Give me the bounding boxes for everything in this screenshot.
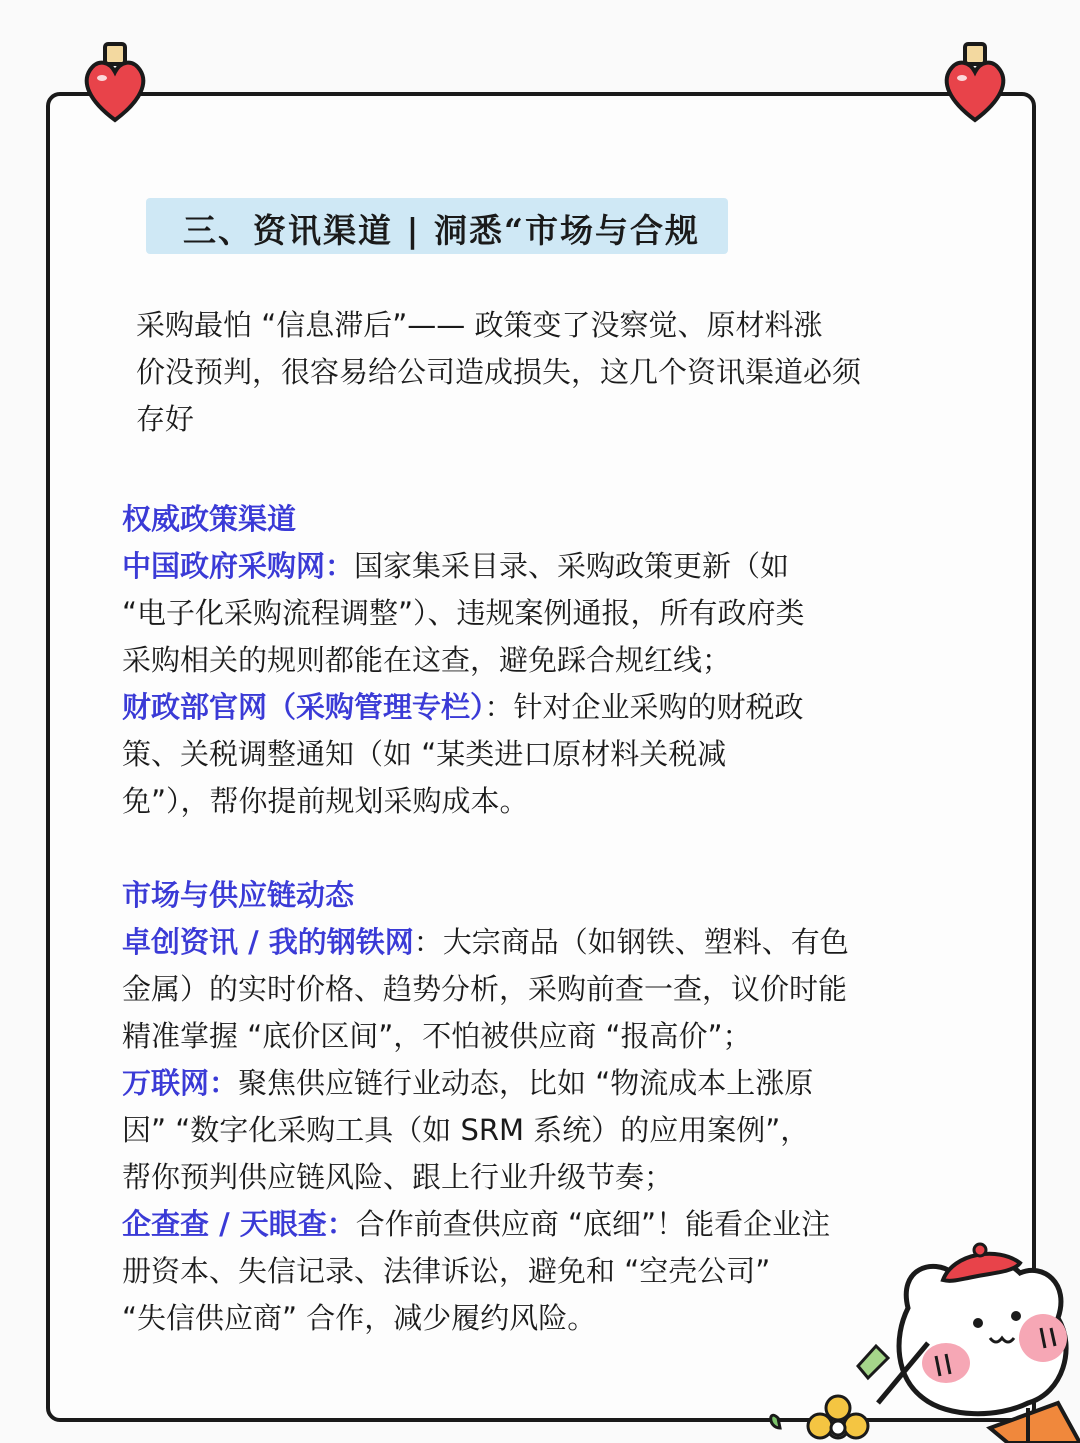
channel-desc: 金属）的实时价格、趋势分析，采购前查一查，议价时能 (122, 972, 848, 1006)
channel-desc: 册资本、失信记录、法律诉讼，避免和 “空壳公司” (122, 1254, 771, 1288)
channel-desc: ：针对企业采购的财税政 (484, 690, 804, 724)
section-line (122, 684, 932, 731)
section-line (122, 778, 932, 825)
heart-pin-icon (940, 40, 1010, 130)
channel-desc: “电子化采购流程调整”）、违规案例通报，所有政府类 (122, 596, 805, 630)
section-line (122, 966, 932, 1013)
channel-name: 卓创资讯 / 我的钢铁网 (122, 925, 414, 959)
channel-desc: “失信供应商” 合作，减少履约风险。 (122, 1301, 597, 1335)
section-line (122, 1060, 932, 1107)
intro-line: 存好 (136, 402, 195, 436)
channel-desc: 聚焦供应链行业动态，比如 “物流成本上涨原 (238, 1066, 814, 1100)
section-line (122, 1013, 932, 1060)
channel-desc: 合作前查供应商 “底细”！能看企业注 (355, 1207, 831, 1241)
section-line (122, 1107, 932, 1154)
section-line (122, 731, 932, 778)
section-line (122, 919, 932, 966)
section-line (122, 637, 932, 684)
heart-pin-icon (80, 40, 150, 130)
channel-desc: 精准掌握 “底价区间”，不怕被供应商 “报高价”； (122, 1019, 752, 1053)
intro-line: 采购最怕 “信息滞后”—— 政策变了没察觉、原材料涨 (136, 308, 823, 342)
page-title: 三、资讯渠道 | 洞悉“市场与合规 (183, 211, 700, 250)
channel-desc: 国家集采目录、采购政策更新（如 (354, 549, 790, 583)
channel-name: 万联网： (122, 1066, 239, 1100)
channel-name: 企查查 / 天眼查： (122, 1207, 356, 1241)
section-line (122, 543, 932, 590)
section-line (122, 1154, 932, 1201)
intro-line: 价没预判，很容易给公司造成损失，这几个资讯渠道必须 (136, 355, 862, 389)
section-policy-channels (122, 496, 932, 825)
channel-desc: 帮你预判供应链风险、跟上行业升级节奏； (122, 1160, 674, 1194)
channel-desc: 策、关税调整通知（如 “某类进口原材料关税减 (122, 737, 727, 771)
channel-name: 财政部官网（采购管理专栏） (122, 690, 485, 724)
channel-desc: 免”），帮你提前规划采购成本。 (122, 784, 529, 818)
channel-name: 中国政府采购网： (122, 549, 355, 583)
intro-paragraph (136, 302, 936, 443)
channel-desc: ：大宗商品（如钢铁、塑料、有色 (413, 925, 849, 959)
section-heading: 市场与供应链动态 (122, 878, 355, 912)
channel-desc: 采购相关的规则都能在这查，避免踩合规红线； (122, 643, 732, 677)
section-line (122, 590, 932, 637)
channel-desc: 因” “数字化采购工具（如 SRM 系统）的应用案例”， (122, 1113, 810, 1147)
cat-painter-illustration (758, 1228, 1080, 1443)
section-heading: 权威政策渠道 (122, 502, 297, 536)
